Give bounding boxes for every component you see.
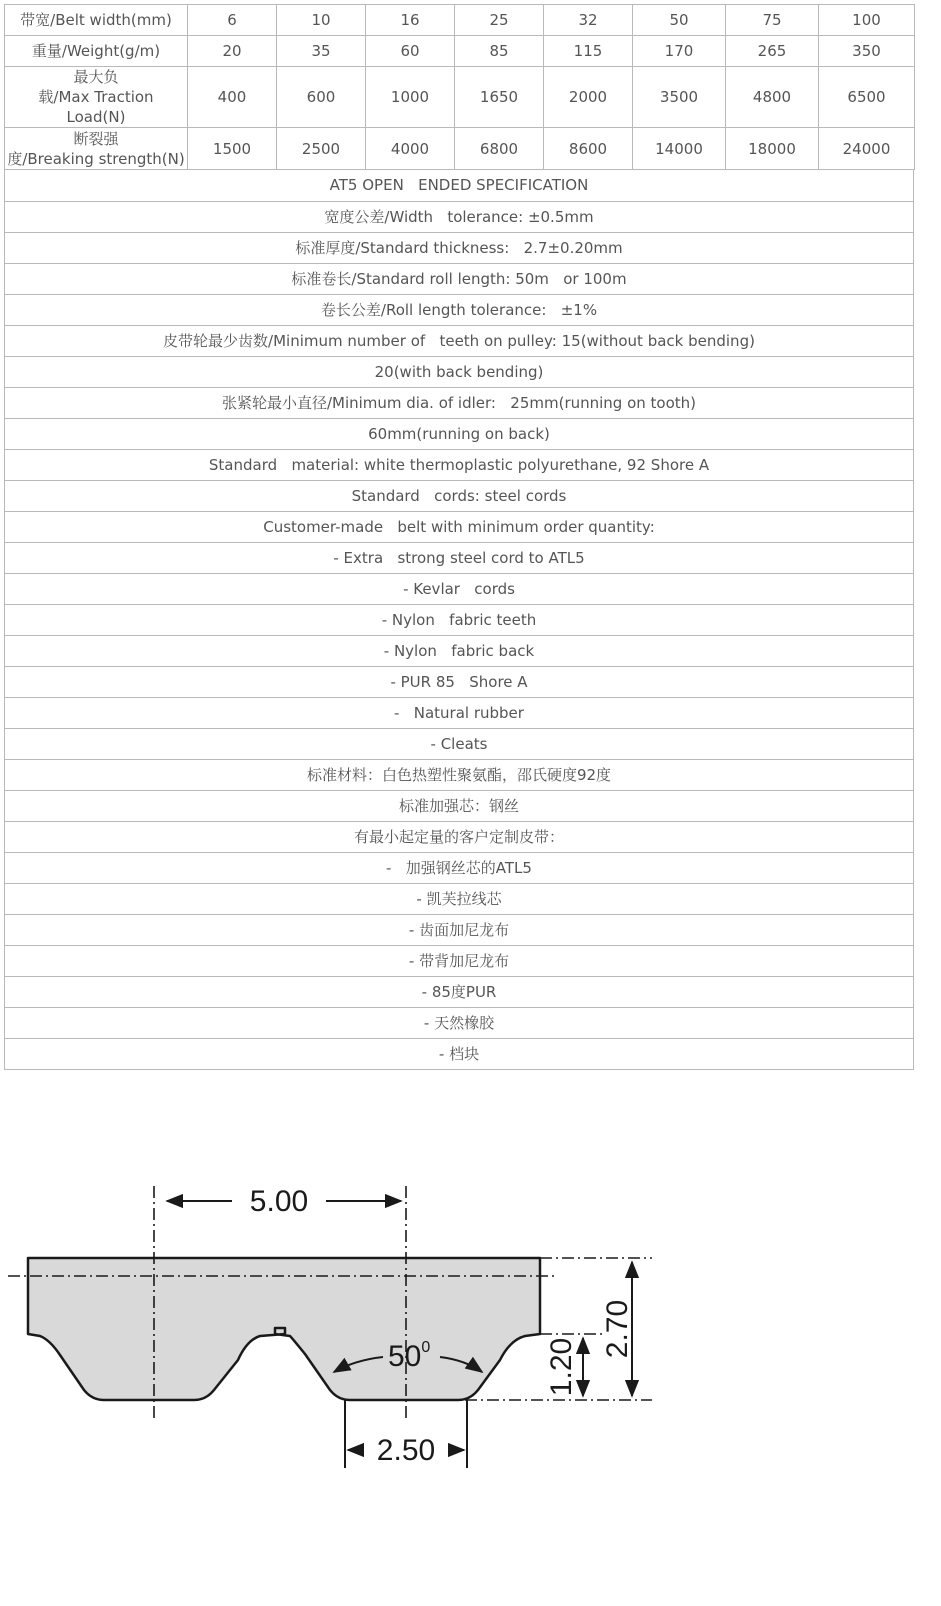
spec-note-cell: 20(with back bending): [5, 356, 914, 387]
dim-angle-superscript: 0: [421, 1339, 431, 1356]
spec-note-cell: - 85度PUR: [5, 976, 914, 1007]
table-row: [5, 449, 914, 480]
table-cell: 115: [544, 36, 633, 67]
spec-note-cell: - Natural rubber: [5, 697, 914, 728]
table-cell: 6800: [455, 128, 544, 170]
table-cell: 10: [277, 5, 366, 36]
table-cell: 35: [277, 36, 366, 67]
table-cell: 1650: [455, 67, 544, 128]
spec-note-cell: 标准材料：白色热塑性聚氨酯，邵氏硬度92度: [5, 759, 914, 790]
table-row: [5, 480, 914, 511]
table-row: [5, 418, 914, 449]
at5-tooth-profile-diagram: [0, 1150, 941, 1600]
spec-note-cell: 皮带轮最少齿数/Minimum number of teeth on pulley: 15(without back bending): [5, 325, 914, 356]
spec-note-cell: - Extra strong steel cord to ATL5: [5, 542, 914, 573]
spec-note-cell: - Nylon fabric back: [5, 635, 914, 666]
table-row: [5, 852, 914, 883]
table-cell: 25: [455, 5, 544, 36]
notes-body: [5, 170, 914, 1069]
spec-note-cell: 有最小起定量的客户定制皮带：: [5, 821, 914, 852]
spec-note-cell: 标准卷长/Standard roll length: 50m or 100m: [5, 263, 914, 294]
specification-notes-table: [4, 170, 914, 1070]
table-row: [5, 759, 914, 790]
spec-note-cell: - Nylon fabric teeth: [5, 604, 914, 635]
table-cell: 4800: [726, 67, 819, 128]
row-label-max-traction-load: [5, 67, 188, 128]
table-cell: 3500: [633, 67, 726, 128]
spec-note-cell: 60mm(running on back): [5, 418, 914, 449]
table-cell: 265: [726, 36, 819, 67]
table-row: [5, 1007, 914, 1038]
table-cell: 6: [188, 5, 277, 36]
table-cell: 18000: [726, 128, 819, 170]
table-cell: 85: [455, 36, 544, 67]
table-row: [5, 883, 914, 914]
table-row: [5, 635, 914, 666]
table-cell: 50: [633, 5, 726, 36]
table-cell: 4000: [366, 128, 455, 170]
row-label-line: 度/Breaking strength(N): [7, 149, 185, 168]
table-row: [5, 1038, 914, 1069]
dim-tooth-width-label: 2.50: [376, 1434, 436, 1467]
spec-note-cell: - 带背加尼龙布: [5, 945, 914, 976]
dim-pitch-label: 5.00: [249, 1185, 309, 1218]
spec-note-cell: AT5 OPEN ENDED SPECIFICATION: [5, 170, 914, 201]
table-row: [5, 945, 914, 976]
spec-note-cell: - 加强钢丝芯的ATL5: [5, 852, 914, 883]
spec-note-cell: - Cleats: [5, 728, 914, 759]
table-row: [5, 697, 914, 728]
row-label-line: 最大负: [73, 68, 119, 86]
dim-total-height-label: 2.70: [601, 1299, 634, 1359]
spec-note-cell: - 齿面加尼龙布: [5, 914, 914, 945]
table-row: [5, 170, 914, 201]
table-cell: 24000: [819, 128, 915, 170]
table-row: [5, 542, 914, 573]
table-row: [5, 356, 914, 387]
table-cell: 170: [633, 36, 726, 67]
spec-note-cell: - 凯芙拉线芯: [5, 883, 914, 914]
table-row: [5, 511, 914, 542]
table-row: [5, 263, 914, 294]
row-label-line: 断裂强: [73, 129, 119, 148]
table-cell: 20: [188, 36, 277, 67]
spec-note-cell: - Kevlar cords: [5, 573, 914, 604]
table-cell: 1500: [188, 128, 277, 170]
table-row: [5, 294, 914, 325]
dim-tooth-height-label: 1.20: [545, 1337, 578, 1397]
table-cell: 2500: [277, 128, 366, 170]
table-row: [5, 573, 914, 604]
table-row-belt-width: [5, 5, 915, 36]
spec-note-cell: - PUR 85 Shore A: [5, 666, 914, 697]
row-label-line: 载/Max Traction Load(N): [38, 88, 154, 126]
table-row: [5, 976, 914, 1007]
spec-note-cell: - 天然橡胶: [5, 1007, 914, 1038]
table-cell: 14000: [633, 128, 726, 170]
spec-note-cell: 卷长公差/Roll length tolerance: ±1%: [5, 294, 914, 325]
spec-content: [4, 4, 914, 1070]
spec-note-cell: 标准加强芯：钢丝: [5, 790, 914, 821]
table-cell: 1000: [366, 67, 455, 128]
belt-profile: [28, 1258, 540, 1400]
table-cell: 100: [819, 5, 915, 36]
spec-note-cell: Customer-made belt with minimum order quantity:: [5, 511, 914, 542]
table-cell: 600: [277, 67, 366, 128]
table-cell: 8600: [544, 128, 633, 170]
row-label-belt-width: 带宽/Belt width(mm): [5, 5, 188, 36]
table-cell: 16: [366, 5, 455, 36]
table-row-max-traction-load: [5, 67, 915, 128]
row-label-breaking-strength: [5, 128, 188, 170]
table-row: [5, 790, 914, 821]
table-row: [5, 232, 914, 263]
table-cell: 350: [819, 36, 915, 67]
dim-angle-value: 50: [388, 1340, 422, 1373]
table-cell: 60: [366, 36, 455, 67]
table-cell: 32: [544, 5, 633, 36]
spec-note-cell: - 档块: [5, 1038, 914, 1069]
spec-table: [4, 4, 915, 170]
table-cell: 2000: [544, 67, 633, 128]
table-row-breaking-strength: [5, 128, 915, 170]
table-row: [5, 387, 914, 418]
spec-note-cell: 张紧轮最小直径/Minimum dia. of idler: 25mm(running on tooth): [5, 387, 914, 418]
table-cell: 6500: [819, 67, 915, 128]
spec-note-cell: 标准厚度/Standard thickness: 2.7±0.20mm: [5, 232, 914, 263]
table-row: [5, 914, 914, 945]
table-row: [5, 604, 914, 635]
spec-note-cell: Standard material: white thermoplastic polyurethane, 92 Shore A: [5, 449, 914, 480]
table-cell: 75: [726, 5, 819, 36]
table-row: [5, 666, 914, 697]
spec-note-cell: 宽度公差/Width tolerance: ±0.5mm: [5, 201, 914, 232]
table-row: [5, 201, 914, 232]
table-row: [5, 728, 914, 759]
table-cell: 400: [188, 67, 277, 128]
table-row: [5, 325, 914, 356]
spec-note-cell: Standard cords: steel cords: [5, 480, 914, 511]
row-label-weight: 重量/Weight(g/m): [5, 36, 188, 67]
table-row: [5, 821, 914, 852]
table-row-weight: [5, 36, 915, 67]
